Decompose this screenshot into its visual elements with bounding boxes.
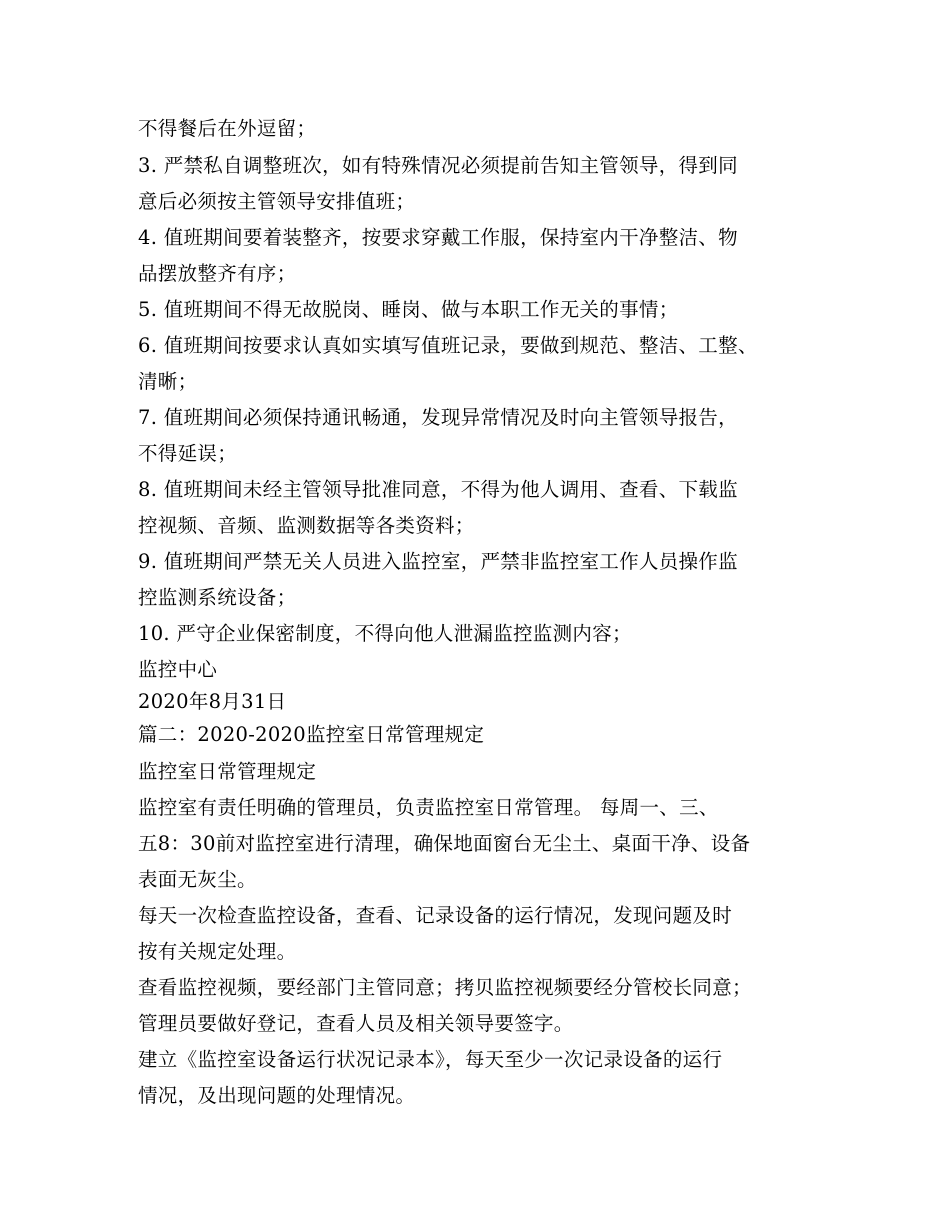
text-line: 查看监控视频，要经部门主管同意；拷贝监控视频要经分管校长同意；: [138, 976, 752, 999]
text-line: 意后必须按主管领导安排值班；: [138, 190, 416, 213]
text-line: 7. 值班期间必须保持通讯畅通，发现异常情况及时向主管领导报告，: [138, 406, 738, 429]
text-line: 管理员要做好登记，查看人员及相关领导要签字。: [138, 1012, 574, 1035]
text-line: 情况，及出现问题的处理情况。: [138, 1084, 416, 1107]
text-line: 建立《监控室设备运行状况记录本》，每天至少一次记录设备的运行: [138, 1048, 723, 1071]
text-line: 10. 严守企业保密制度，不得向他人泄漏监控监测内容；: [138, 622, 632, 645]
text-line: 品摆放整齐有序；: [138, 262, 297, 285]
text-line: 监控中心: [138, 658, 218, 681]
text-line: 不得延误；: [138, 442, 238, 465]
text-line: 按有关规定处理。: [138, 940, 297, 963]
text-line: 5. 值班期间不得无故脱岗、睡岗、做与本职工作无关的事情；: [138, 298, 679, 321]
text-line: 控视频、音频、监测数据等各类资料；: [138, 514, 475, 537]
text-line: 2020年8月31日: [138, 690, 287, 713]
text-line: 监控室日常管理规定: [138, 760, 317, 783]
text-line: 不得餐后在外逗留；: [138, 117, 317, 140]
text-line: 篇二：2020-2020监控室日常管理规定: [138, 723, 485, 746]
text-line: 8. 值班期间未经主管领导批准同意，不得为他人调用、查看、下载监: [138, 478, 738, 501]
text-line: 每天一次检查监控设备，查看、记录设备的运行情况，发现问题及时: [138, 904, 733, 927]
text-line: 3. 严禁私自调整班次，如有特殊情况必须提前告知主管领导，得到同: [138, 154, 738, 177]
text-line: 清晰；: [138, 370, 198, 393]
text-line: 表面无灰尘。: [138, 868, 257, 891]
text-line: 监控室有责任明确的管理员，负责监控室日常管理。 每周一、三、: [138, 796, 719, 819]
text-line: 控监测系统设备；: [138, 586, 297, 609]
text-line: 6. 值班期间按要求认真如实填写值班记录，要做到规范、整洁、工整、: [138, 334, 758, 357]
text-line: 4. 值班期间要着装整齐，按要求穿戴工作服，保持室内干净整洁、物: [138, 226, 738, 249]
text-line: 9. 值班期间严禁无关人员进入监控室，严禁非监控室工作人员操作监: [138, 550, 738, 573]
text-line: 五8：30前对监控室进行清理，确保地面窗台无尘土、桌面干净、设备: [138, 832, 751, 855]
